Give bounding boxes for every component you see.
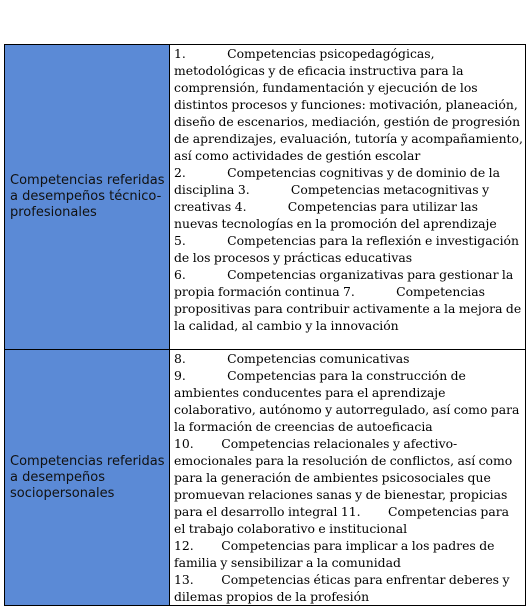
category-label-tecnico-profesionales: Competencias referidas a desempeños técnico-profesionales (5, 45, 170, 350)
competencias-table (4, 44, 526, 606)
category-label-sociopersonales: Competencias referidas a desempeños sociopersonales (5, 350, 170, 606)
competencies-list-tecnico-profesionales: 1. Competencias psicopedagógicas, metodológicas y de eficacia instructiva para la comprensión, fundamentación y ejecución de los distintos procesos y funciones: motivación, planeación, diseño de escenarios, mediación, gestión de progresión de aprendizajes, evaluación, tutoría y acompañamiento, así como actividades de gestión escolar 2. Competencias cognitivas y de dominio de la disciplina 3. Competencias metacognitivas y creativas 4. Competencias para utilizar las nuevas tecnologías en la promoción del aprendizaje 5. Competencias para la reflexión e investigación de los procesos y prácticas educativas 6. Competencias organizativas para gestionar la propia formación continua 7. Competencias propositivas para contribuir activamente a la mejora de la calidad, al cambio y la innovación (170, 45, 526, 350)
competencies-list-sociopersonales: 8. Competencias comunicativas 9. Competencias para la construcción de ambientes conducentes para el aprendizaje colaborativo, autónomo y autorregulado, así como para la formación de creencias de autoeficacia 10. Competencias relacionales y afectivo-emocionales para la resolución de conflictos, así como para la generación de ambientes psicosociales que promuevan relaciones sanas y de bienestar, propicias para el desarrollo integral 11. Competencias para el trabajo colaborativo e institucional 12. Competencias para implicar a los padres de familia y sensibilizar a la comunidad 13. Competencias éticas para enfrentar deberes y dilemas propios de la profesión (170, 350, 526, 606)
table-row (5, 350, 526, 606)
table-row (5, 45, 526, 350)
